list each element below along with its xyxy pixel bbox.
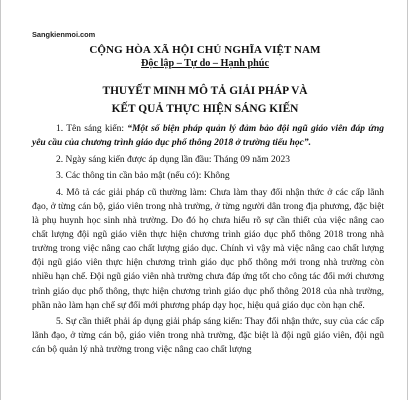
document-subtitle: KẾT QUẢ THỰC HIỆN SÁNG KIẾN — [111, 103, 299, 115]
document-title: THUYẾT MINH MÔ TẢ GIẢI PHÁP VÀ — [102, 85, 308, 97]
section-4-old-solutions: 4. Mô tả các giải pháp cũ thường làm: Chưa làm thay đổi nhận thức ở các cấp lãnh đạo, ở từng cán bộ, giáo viên trong nhà trường, ở từng người dân trong địa phương, đặc biệt là phụ huynh học sinh nhà trường. Do đó họ chưa hiểu rõ sự cần thiết của việc nâng cao chất lượng đội ngũ giáo viên thực hiện chương trình giáo dục phổ thông 2018 trong nhà trường trong việc nâng cao chất lượng giáo dục. Chính vì vậy mà việc nâng cao chất lượng đội ngũ giáo viên thực hiện chương trình giáo dục phổ thông mới trong nhà trường còn nhiều hạn chế. Đội ngũ giáo viên nhà trường chưa đáp ứng tốt cho công tác đổi mới chương trình giáo dục phổ thông, thực hiện chương trình giáo dục phổ thông 2018 của nhà trường, phần nào làm hạn chế sự đổi mới phương pháp dạy học, hiệu quả giáo dục còn hạn chế. — [32, 187, 384, 311]
document-body — [32, 122, 384, 360]
motto-heading — [1, 58, 408, 69]
section-1-initiative-name — [32, 122, 384, 150]
section-2-first-applied: 2. Ngày sáng kiến được áp dụng lần đầu: Tháng 09 năm 2023 — [56, 154, 290, 165]
section-1-label: 1. Tên sáng kiến: — [56, 124, 128, 134]
nation-heading: CỘNG HÒA XÃ HỘI CHỦ NGHĨA VIỆT NAM — [89, 44, 321, 56]
motto-text: Độc lập – Tự do – Hạnh phúc — [141, 58, 269, 69]
initiative-name: “Một số biện pháp quản lý đảm bảo đội ngũ giáo viên đáp ứng yêu cầu của chương trình giáo dục phổ thông 2018 ở trường tiểu học”. — [32, 124, 384, 149]
site-watermark: Sangkienmoi.com — [32, 30, 96, 39]
section-5-necessity: 5. Sự cần thiết phải áp dụng giải pháp sáng kiến: Thay đổi nhận thức, suy của các cấp lãnh đạo, ở từng cán bộ, giáo viên trong nhà trường, đặc biệt là đội ngũ giáo viên, đội ngũ cán bộ quản lý nhà trường trong việc nâng cao chất lượng — [32, 317, 384, 356]
section-3-confidential-info: 3. Các thông tin cần bảo mật (nếu có): Không — [56, 171, 230, 182]
